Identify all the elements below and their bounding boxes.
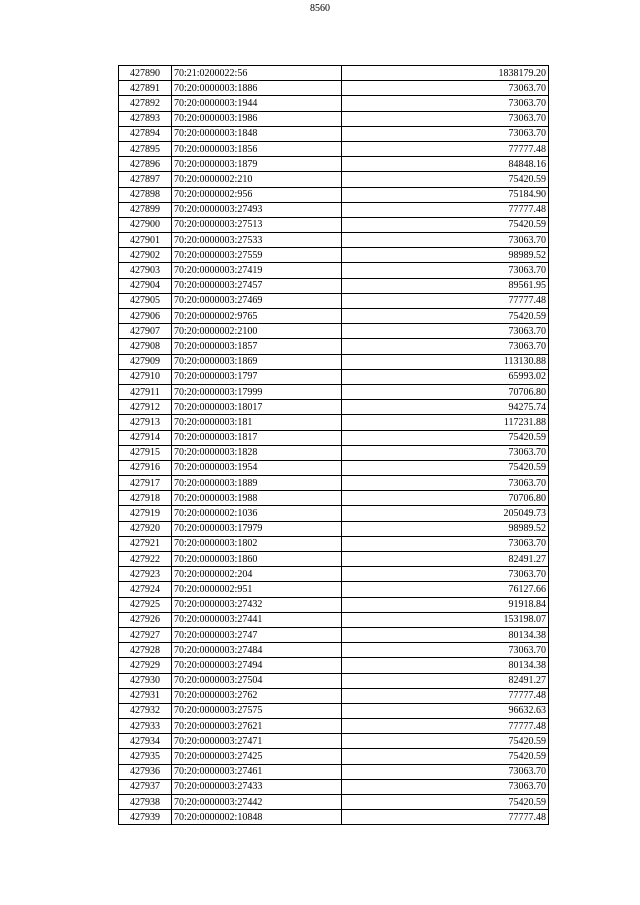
row-number-cell: 427905 [119, 293, 172, 308]
cadastral-number-cell: 70:20:0000003:27469 [172, 293, 342, 308]
row-number-cell: 427925 [119, 597, 172, 612]
cadastral-number-cell: 70:20:0000003:181 [172, 415, 342, 430]
row-number-cell: 427931 [119, 688, 172, 703]
cadastral-value-cell: 82491.27 [342, 552, 549, 567]
row-number-cell: 427918 [119, 491, 172, 506]
table-row [119, 172, 549, 187]
table-row [119, 460, 549, 475]
row-number-cell: 427936 [119, 764, 172, 779]
cadastral-value-cell: 77777.48 [342, 719, 549, 734]
cadastral-value-cell: 75420.59 [342, 795, 549, 810]
cadastral-value-cell: 73063.70 [342, 111, 549, 126]
row-number-cell: 427914 [119, 430, 172, 445]
cadastral-value-cell: 75420.59 [342, 460, 549, 475]
cadastral-value-cell: 75420.59 [342, 749, 549, 764]
cadastral-number-cell: 70:20:0000003:1802 [172, 536, 342, 551]
row-number-cell: 427924 [119, 582, 172, 597]
cadastral-number-cell: 70:20:0000003:27461 [172, 764, 342, 779]
cadastral-number-cell: 70:20:0000003:27484 [172, 643, 342, 658]
table-row [119, 96, 549, 111]
table-row [119, 552, 549, 567]
cadastral-value-cell: 80134.38 [342, 627, 549, 642]
cadastral-value-cell: 82491.27 [342, 673, 549, 688]
row-number-cell: 427930 [119, 673, 172, 688]
table-row [119, 688, 549, 703]
cadastral-value-cell: 73063.70 [342, 233, 549, 248]
cadastral-number-cell: 70:20:0000003:1857 [172, 339, 342, 354]
row-number-cell: 427900 [119, 217, 172, 232]
row-number-cell: 427907 [119, 324, 172, 339]
row-number-cell: 427927 [119, 627, 172, 642]
cadastral-value-cell: 73063.70 [342, 263, 549, 278]
table-row [119, 506, 549, 521]
row-number-cell: 427938 [119, 795, 172, 810]
row-number-cell: 427890 [119, 66, 172, 81]
cadastral-number-cell: 70:20:0000003:27575 [172, 703, 342, 718]
cadastral-value-cell: 73063.70 [342, 643, 549, 658]
cadastral-value-cell: 73063.70 [342, 339, 549, 354]
cadastral-value-cell: 73063.70 [342, 126, 549, 141]
row-number-cell: 427892 [119, 96, 172, 111]
row-number-cell: 427920 [119, 521, 172, 536]
table-row [119, 734, 549, 749]
table-row [119, 627, 549, 642]
row-number-cell: 427919 [119, 506, 172, 521]
cadastral-value-cell: 73063.70 [342, 536, 549, 551]
row-number-cell: 427909 [119, 354, 172, 369]
cadastral-number-cell: 70:20:0000002:1036 [172, 506, 342, 521]
table-row [119, 795, 549, 810]
cadastral-value-cell: 91918.84 [342, 597, 549, 612]
row-number-cell: 427903 [119, 263, 172, 278]
cadastral-number-cell: 70:20:0000002:2100 [172, 324, 342, 339]
row-number-cell: 427910 [119, 369, 172, 384]
cadastral-value-cell: 96632.63 [342, 703, 549, 718]
cadastral-value-cell: 75184.90 [342, 187, 549, 202]
table-row [119, 384, 549, 399]
table-row [119, 202, 549, 217]
cadastral-number-cell: 70:20:0000003:2747 [172, 627, 342, 642]
cadastral-value-cell: 77777.48 [342, 688, 549, 703]
table-row [119, 749, 549, 764]
table-row [119, 263, 549, 278]
cadastral-number-cell: 70:20:0000003:27621 [172, 719, 342, 734]
cadastral-value-cell: 80134.38 [342, 658, 549, 673]
cadastral-value-cell: 73063.70 [342, 445, 549, 460]
cadastral-value-cell: 84848.16 [342, 157, 549, 172]
cadastral-number-cell: 70:20:0000003:1986 [172, 111, 342, 126]
table-row [119, 415, 549, 430]
cadastral-number-cell: 70:20:0000003:18017 [172, 400, 342, 415]
table-row [119, 233, 549, 248]
row-number-cell: 427916 [119, 460, 172, 475]
row-number-cell: 427899 [119, 202, 172, 217]
row-number-cell: 427932 [119, 703, 172, 718]
row-number-cell: 427902 [119, 248, 172, 263]
cadastral-value-cell: 73063.70 [342, 779, 549, 794]
cadastral-value-cell: 73063.70 [342, 81, 549, 96]
cadastral-value-cell: 113130.88 [342, 354, 549, 369]
table-row [119, 764, 549, 779]
table-row [119, 339, 549, 354]
cadastral-value-cell: 75420.59 [342, 217, 549, 232]
table-row [119, 369, 549, 384]
table-row [119, 126, 549, 141]
cadastral-value-cell: 73063.70 [342, 324, 549, 339]
row-number-cell: 427913 [119, 415, 172, 430]
row-number-cell: 427895 [119, 141, 172, 156]
table-row [119, 719, 549, 734]
cadastral-number-cell: 70:20:0000003:27442 [172, 795, 342, 810]
table-row [119, 217, 549, 232]
row-number-cell: 427939 [119, 810, 172, 825]
table-row [119, 673, 549, 688]
cadastral-value-cell: 75420.59 [342, 309, 549, 324]
row-number-cell: 427917 [119, 476, 172, 491]
cadastral-number-cell: 70:20:0000003:27471 [172, 734, 342, 749]
cadastral-value-cell: 117231.88 [342, 415, 549, 430]
row-number-cell: 427928 [119, 643, 172, 658]
cadastral-value-cell: 77777.48 [342, 141, 549, 156]
table-row [119, 779, 549, 794]
table-row [119, 354, 549, 369]
row-number-cell: 427929 [119, 658, 172, 673]
row-number-cell: 427912 [119, 400, 172, 415]
cadastral-number-cell: 70:20:0000003:1869 [172, 354, 342, 369]
row-number-cell: 427921 [119, 536, 172, 551]
cadastral-value-cell: 77777.48 [342, 293, 549, 308]
cadastral-number-cell: 70:20:0000003:27419 [172, 263, 342, 278]
table-row [119, 111, 549, 126]
row-number-cell: 427904 [119, 278, 172, 293]
cadastral-number-cell: 70:20:0000003:27494 [172, 658, 342, 673]
cadastral-number-cell: 70:20:0000003:1944 [172, 96, 342, 111]
cadastral-number-cell: 70:21:0200022:56 [172, 66, 342, 81]
row-number-cell: 427894 [119, 126, 172, 141]
cadastral-number-cell: 70:20:0000003:27432 [172, 597, 342, 612]
cadastral-value-cell: 73063.70 [342, 476, 549, 491]
cadastral-number-cell: 70:20:0000003:1856 [172, 141, 342, 156]
row-number-cell: 427923 [119, 567, 172, 582]
cadastral-number-cell: 70:20:0000003:27433 [172, 779, 342, 794]
table-row [119, 445, 549, 460]
cadastral-number-cell: 70:20:0000003:27425 [172, 749, 342, 764]
cadastral-value-cell: 73063.70 [342, 96, 549, 111]
cadastral-value-cell: 153198.07 [342, 612, 549, 627]
table-row [119, 278, 549, 293]
cadastral-number-cell: 70:20:0000002:204 [172, 567, 342, 582]
table-body [119, 66, 549, 825]
cadastral-value-cell: 1838179.20 [342, 66, 549, 81]
row-number-cell: 427911 [119, 384, 172, 399]
table-row [119, 521, 549, 536]
table-row [119, 810, 549, 825]
cadastral-number-cell: 70:20:0000002:9765 [172, 309, 342, 324]
cadastral-number-cell: 70:20:0000003:1828 [172, 445, 342, 460]
cadastral-number-cell: 70:20:0000002:10848 [172, 810, 342, 825]
table-row [119, 66, 549, 81]
cadastral-number-cell: 70:20:0000003:1797 [172, 369, 342, 384]
row-number-cell: 427922 [119, 552, 172, 567]
row-number-cell: 427934 [119, 734, 172, 749]
cadastral-number-cell: 70:20:0000003:27504 [172, 673, 342, 688]
cadastral-value-cell: 70706.80 [342, 384, 549, 399]
table-row [119, 81, 549, 96]
cadastral-number-cell: 70:20:0000003:1860 [172, 552, 342, 567]
table-row [119, 658, 549, 673]
table-row [119, 582, 549, 597]
table-row [119, 703, 549, 718]
cadastral-number-cell: 70:20:0000003:17979 [172, 521, 342, 536]
cadastral-number-cell: 70:20:0000003:27493 [172, 202, 342, 217]
cadastral-number-cell: 70:20:0000003:27533 [172, 233, 342, 248]
row-number-cell: 427937 [119, 779, 172, 794]
table-row [119, 157, 549, 172]
cadastral-value-cell: 98989.52 [342, 248, 549, 263]
row-number-cell: 427898 [119, 187, 172, 202]
cadastral-number-cell: 70:20:0000003:27457 [172, 278, 342, 293]
table-row [119, 248, 549, 263]
table-row [119, 597, 549, 612]
row-number-cell: 427935 [119, 749, 172, 764]
cadastral-number-cell: 70:20:0000003:1954 [172, 460, 342, 475]
cadastral-number-cell: 70:20:0000003:27441 [172, 612, 342, 627]
cadastral-value-cell: 77777.48 [342, 810, 549, 825]
table-row [119, 491, 549, 506]
row-number-cell: 427896 [119, 157, 172, 172]
cadastral-value-cell: 76127.66 [342, 582, 549, 597]
table-row [119, 567, 549, 582]
cadastral-value-cell: 77777.48 [342, 202, 549, 217]
table-row [119, 536, 549, 551]
table-row [119, 293, 549, 308]
cadastral-value-cell: 94275.74 [342, 400, 549, 415]
cadastral-value-cell: 70706.80 [342, 491, 549, 506]
cadastral-number-cell: 70:20:0000003:27559 [172, 248, 342, 263]
table-row [119, 187, 549, 202]
table-row [119, 643, 549, 658]
cadastral-number-cell: 70:20:0000003:1889 [172, 476, 342, 491]
row-number-cell: 427893 [119, 111, 172, 126]
cadastral-number-cell: 70:20:0000003:1879 [172, 157, 342, 172]
row-number-cell: 427933 [119, 719, 172, 734]
cadastral-value-cell: 65993.02 [342, 369, 549, 384]
cadastral-value-cell: 98989.52 [342, 521, 549, 536]
cadastral-number-cell: 70:20:0000003:17999 [172, 384, 342, 399]
cadastral-number-cell: 70:20:0000002:951 [172, 582, 342, 597]
row-number-cell: 427915 [119, 445, 172, 460]
row-number-cell: 427901 [119, 233, 172, 248]
table-row [119, 324, 549, 339]
cadastral-number-cell: 70:20:0000003:1988 [172, 491, 342, 506]
cadastral-value-cell: 75420.59 [342, 172, 549, 187]
row-number-cell: 427906 [119, 309, 172, 324]
row-number-cell: 427897 [119, 172, 172, 187]
table-row [119, 476, 549, 491]
cadastral-number-cell: 70:20:0000002:956 [172, 187, 342, 202]
cadastral-value-cell: 75420.59 [342, 430, 549, 445]
cadastral-value-cell: 205049.73 [342, 506, 549, 521]
cadastral-number-cell: 70:20:0000003:1817 [172, 430, 342, 445]
cadastral-value-cell: 89561.95 [342, 278, 549, 293]
table-row [119, 141, 549, 156]
cadastral-value-cell: 73063.70 [342, 764, 549, 779]
row-number-cell: 427908 [119, 339, 172, 354]
cadastral-value-cell: 73063.70 [342, 567, 549, 582]
row-number-cell: 427891 [119, 81, 172, 96]
table-row [119, 309, 549, 324]
cadastral-value-cell: 75420.59 [342, 734, 549, 749]
cadastral-value-table [118, 65, 549, 825]
cadastral-number-cell: 70:20:0000003:27513 [172, 217, 342, 232]
table-row [119, 612, 549, 627]
table-row [119, 430, 549, 445]
row-number-cell: 427926 [119, 612, 172, 627]
cadastral-number-cell: 70:20:0000003:2762 [172, 688, 342, 703]
cadastral-number-cell: 70:20:0000003:1848 [172, 126, 342, 141]
table-row [119, 400, 549, 415]
cadastral-number-cell: 70:20:0000003:1886 [172, 81, 342, 96]
cadastral-number-cell: 70:20:0000002:210 [172, 172, 342, 187]
page-number: 8560 [310, 3, 330, 14]
